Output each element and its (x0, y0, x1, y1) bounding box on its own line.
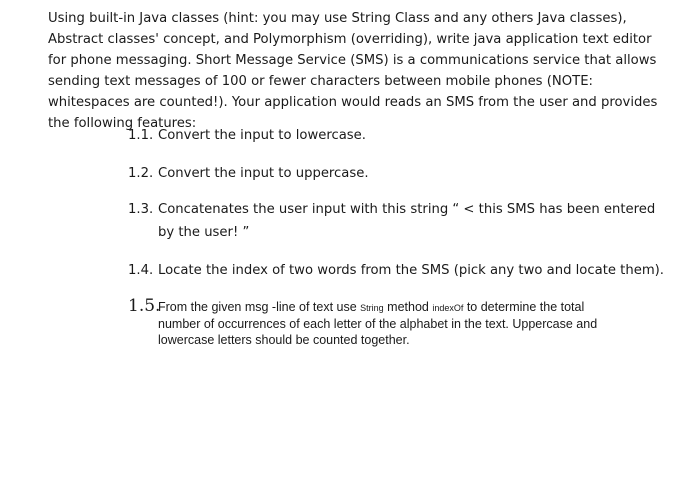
item-text-part: method (383, 300, 433, 314)
item-text-part: to determine the total (463, 300, 585, 314)
item-text: Locate the index of two words from the SMS (pick any two and locate them). (158, 263, 664, 278)
feature-item-1-3 (128, 198, 668, 244)
feature-item-1-4 (128, 259, 668, 282)
intro-line: the following features: (48, 116, 197, 131)
item-number: 1.1. (128, 128, 154, 143)
feature-item-1-1 (128, 124, 668, 147)
code-term-indexof: indexOf (432, 303, 464, 313)
item-text: Convert the input to uppercase. (158, 166, 369, 181)
intro-line: Using built-in Java classes (hint: you may use String Class and any others Java classes), (48, 11, 627, 26)
intro-line: sending text messages of 100 or fewer characters between mobile phones (NOTE: (48, 74, 593, 89)
question-intro (48, 8, 668, 134)
item-text: Convert the input to lowercase. (158, 128, 366, 143)
item-text: Concatenates the user input with this string “ < this SMS has been entered (158, 202, 656, 217)
feature-item-1-2 (128, 162, 668, 185)
item-number: 1.2. (128, 166, 154, 181)
intro-line: for phone messaging. Short Message Service (SMS) is a communications service that allows (48, 53, 657, 68)
intro-line: whitespaces are counted!). Your application would reads an SMS from the user and provides (48, 95, 658, 110)
item-text-continued: by the user! ” (158, 225, 250, 240)
item-text-part: From the given msg -line of text use (158, 300, 361, 314)
item-number: 1.5. (128, 296, 161, 316)
item-number: 1.3. (128, 202, 154, 217)
item-number: 1.4. (128, 263, 154, 278)
item-text-continued: lowercase letters should be counted together. (158, 333, 410, 347)
intro-line: Abstract classes' concept, and Polymorphism (overriding), write java application text editor (48, 32, 652, 47)
code-term-string: String (360, 303, 384, 313)
item-text-continued: number of occurrences of each letter of the alphabet in the text. Uppercase and (158, 317, 598, 331)
feature-item-1-5 (128, 298, 668, 348)
